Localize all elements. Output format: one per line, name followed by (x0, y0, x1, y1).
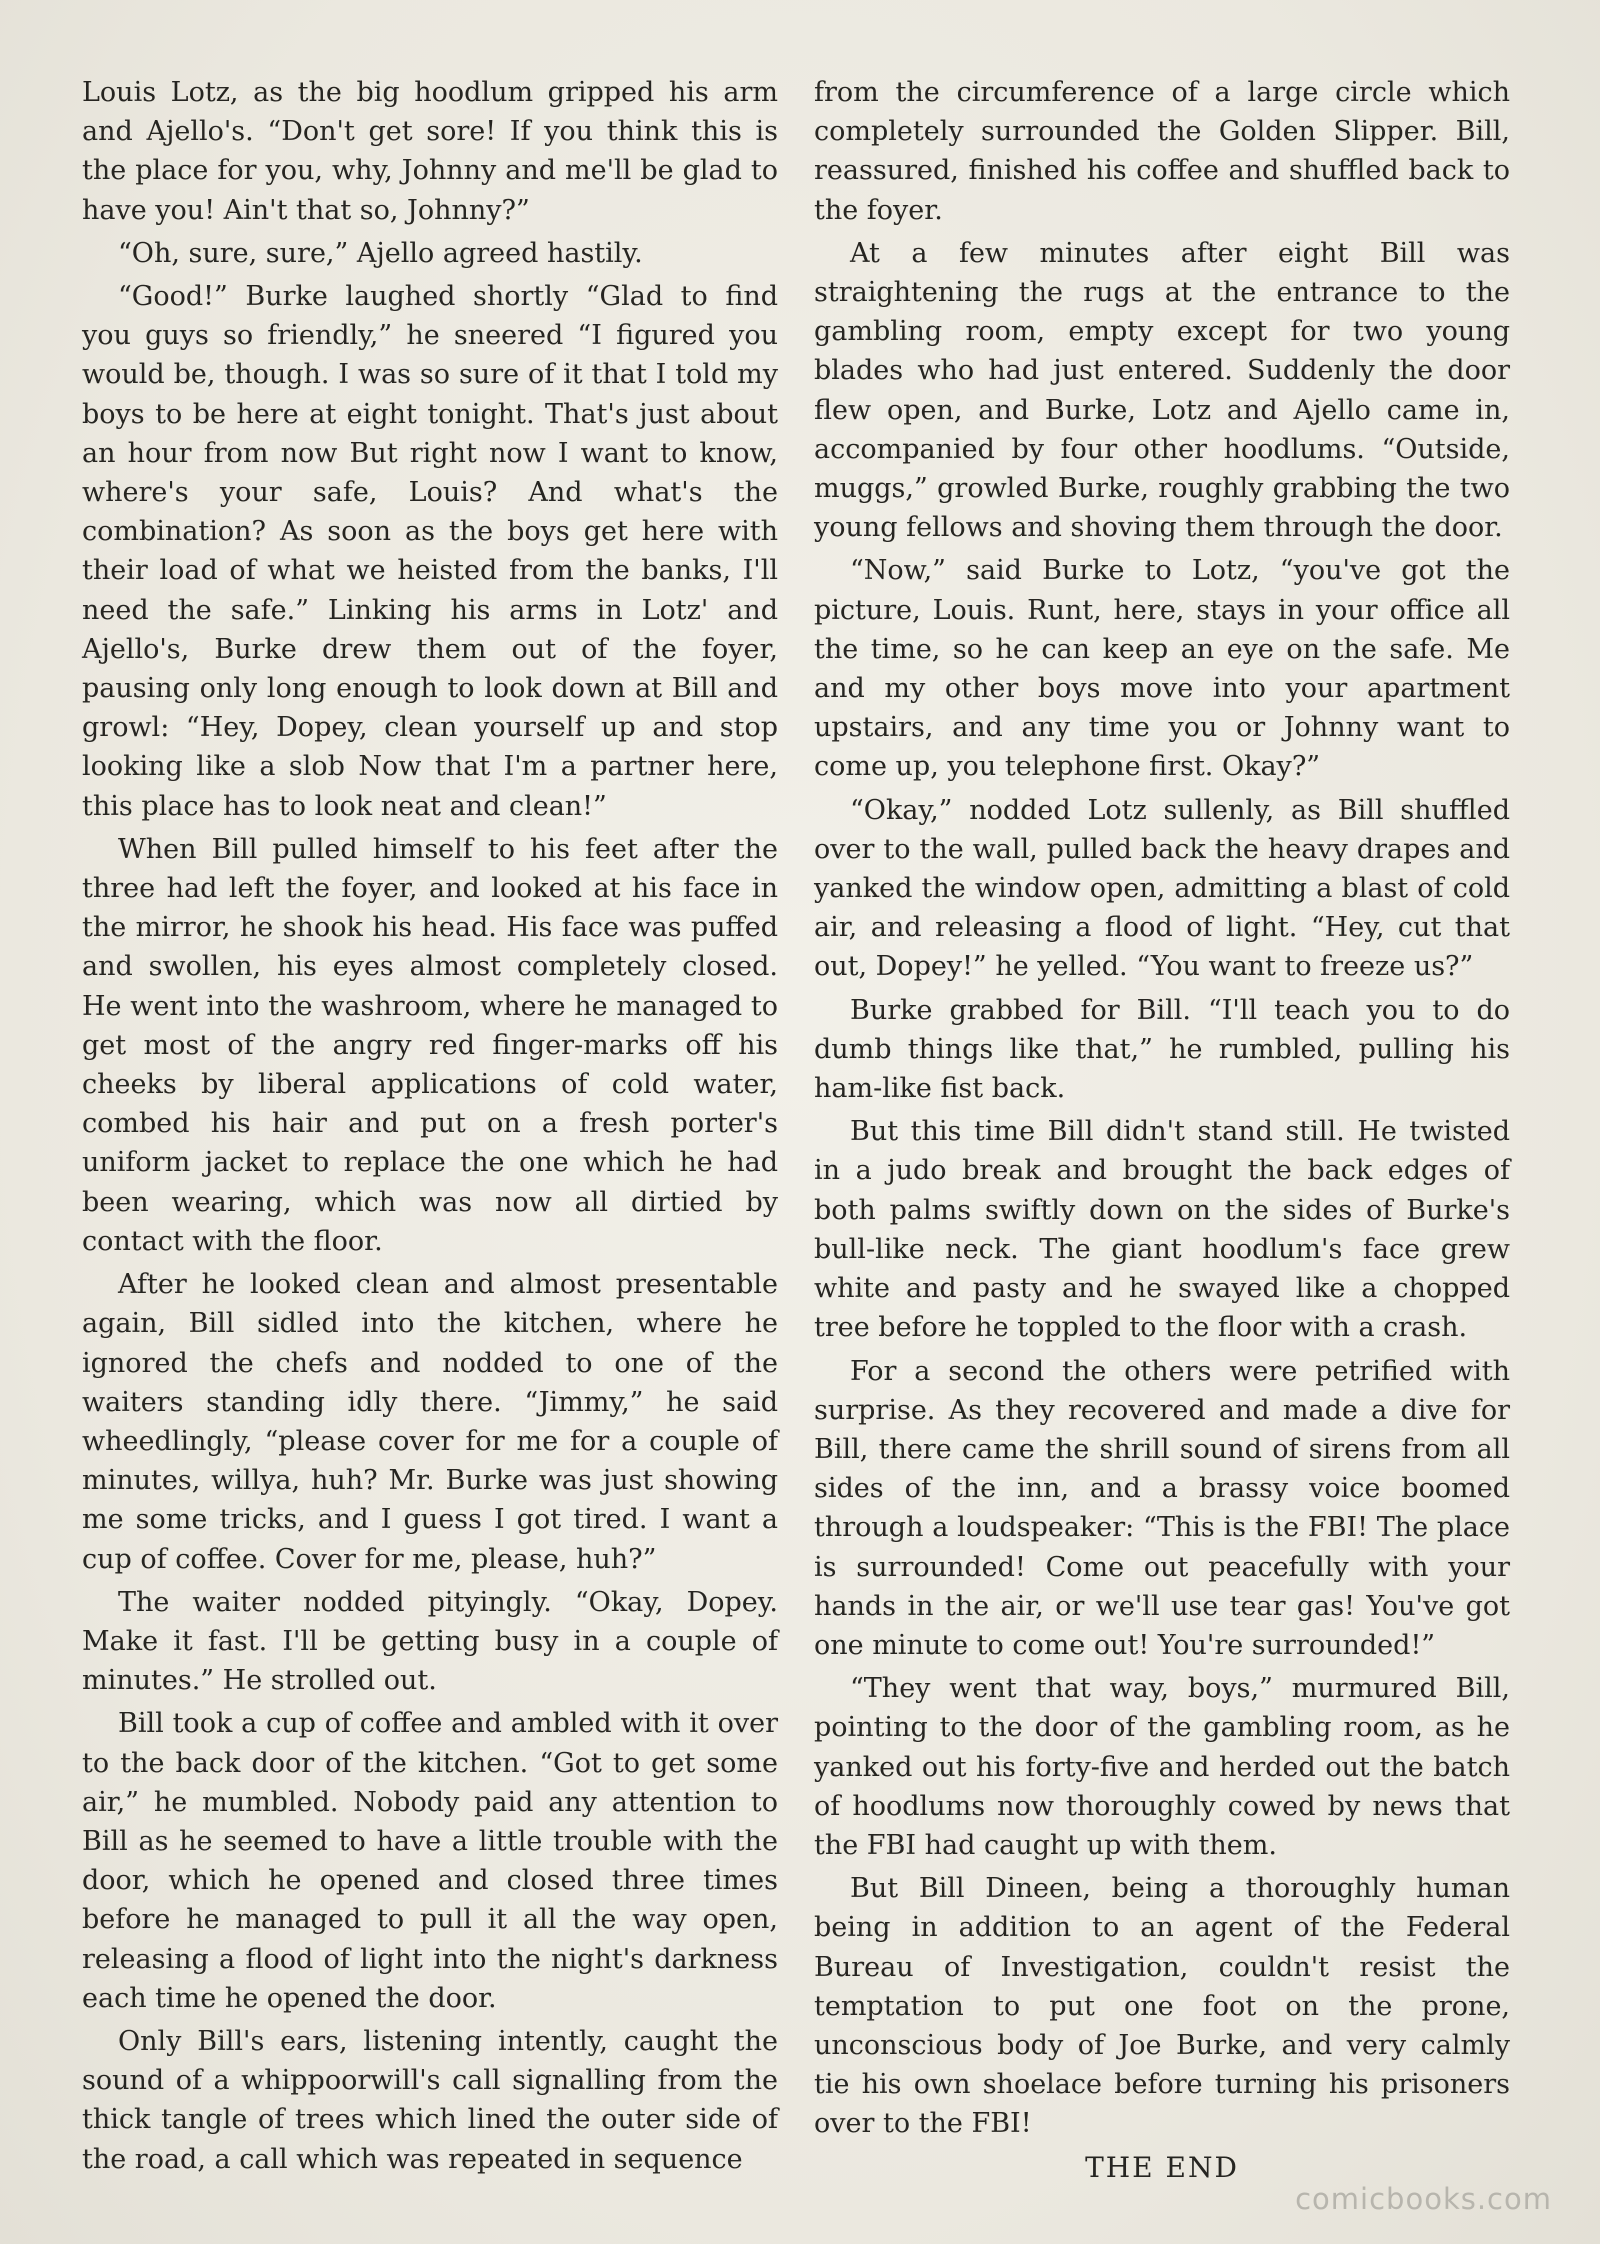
paragraph: Bill took a cup of coffee and ambled with it over to the back door of the kitchen. “Got to get some air,” he mumbled. Nobody paid any attention to Bill as he seemed to have a little trouble with the door, which he opened and closed three times before he managed to pull it all the way open, releasing a flood of light into the night's darkness each time he opened the door. (82, 1708, 778, 2014)
paragraph: After he looked clean and almost presentable again, Bill sidled into the kitchen, where he ignored the chefs and nodded to one of the waiters standing idly there. “Jimmy,” he said wheedlingly, “please cover for me for a couple of minutes, willya, huh? Mr. Burke was just showing me some tricks, and I guess I got tired. I want a cup of coffee. Cover for me, please, huh?” (82, 1269, 778, 1575)
paragraph: The waiter nodded pityingly. “Okay, Dopey. Make it fast. I'll be getting busy in a couple of minutes.” He strolled out. (82, 1586, 778, 1697)
paragraph: “Okay,” nodded Lotz sullenly, as Bill shuffled over to the wall, pulled back the heavy drapes and yanked the window open, admitting a blast of cold air, and releasing a flood of light. “Hey, cut that out, Dopey!” he yelled. “You want to freeze us?” (814, 794, 1510, 983)
the-end-heading: THE END (1085, 2150, 1239, 2184)
watermark: comicbooks.com (1295, 2182, 1552, 2216)
paragraph: “Now,” said Burke to Lotz, “you've got the picture, Louis. Runt, here, stays in your office all the time, so he can keep an eye on the safe. Me and my other boys move into your apartment upstairs, and any time you or Johnny want to come up, you telephone first. Okay?” (814, 555, 1510, 783)
paragraph: But Bill Dineen, being a thoroughly human being in addition to an agent of the Federal Bureau of Investigation, couldn't resist the temptation to put one foot on the prone, unconscious body of Joe Burke, and very calmly tie his own shoelace before turning his prisoners over to the FBI! (814, 1873, 1510, 2140)
paragraph: “Oh, sure, sure,” Ajello agreed hastily. (118, 237, 643, 269)
paragraph: But this time Bill didn't stand still. He twisted in a judo break and brought the back edges of both palms swiftly down on the sides of Burke's bull-like neck. The giant hoodlum's face grew white and pasty and he swayed like a chopped tree before he toppled to the floor with a crash. (814, 1116, 1510, 1344)
paragraph: Burke grabbed for Bill. “I'll teach you to do dumb things like that,” he rumbled, pulling his ham-like fist back. (814, 994, 1510, 1105)
left-column (82, 73, 778, 2183)
paragraph: from the circumference of a large circle which completely surrounded the Golden Slipper. Bill, reassured, finished his coffee and shuffled back to the foyer. (814, 77, 1510, 226)
paragraph: At a few minutes after eight Bill was straightening the rugs at the entrance to the gambling room, empty except for two young blades who had just entered. Suddenly the door flew open, and Burke, Lotz and Ajello came in, accompanied by four other hoodlums. “Outside, muggs,” growled Burke, roughly grabbing the two young fellows and shoving them through the door. (814, 237, 1510, 544)
paragraph: When Bill pulled himself to his feet after the three had left the foyer, and looked at his face in the mirror, he shook his head. His face was puffed and swollen, his eyes almost completely closed. He went into the washroom, where he managed to get most of the angry red finger-marks off his cheeks by liberal applications of cold water, combed his hair and put on a fresh porter's uniform jacket to replace the one which he had been wearing, which was now all dirtied by contact with the floor. (82, 833, 778, 1257)
paragraph: Louis Lotz, as the big hoodlum gripped his arm and Ajello's. “Don't get sore! If you think this is the place for you, why, Johnny and me'll be glad to have you! Ain't that so, Johnny?” (82, 77, 778, 226)
paragraph: “Good!” Burke laughed shortly “Glad to find you guys so friendly,” he sneered “I figured you would be, though. I was so sure of it that I told my boys to be here at eight tonight. That's just about an hour from now But right now I want to know, where's your safe, Louis? And what's the combination? As soon as the boys get here with their load of what we heisted from the banks, I'll need the safe.” Linking his arms in Lotz' and Ajello's, Burke drew them out of the foyer, pausing only long enough to look down at Bill and growl: “Hey, Dopey, clean yourself up and stop looking like a slob Now that I'm a partner here, this place has to look neat and clean!” (82, 281, 778, 822)
paragraph: “They went that way, boys,” murmured Bill, pointing to the door of the gambling room, as he yanked out his forty-five and herded out the batch of hoodlums now thoroughly cowed by news that the FBI had caught up with them. (814, 1673, 1510, 1861)
right-column (814, 73, 1510, 2187)
paragraph: Only Bill's ears, listening intently, caught the sound of a whippoorwill's call signalling from the thick tangle of trees which lined the outer side of the road, a call which was repeated in sequence (82, 2025, 778, 2175)
paragraph: For a second the others were petrified with surprise. As they recovered and made a dive for Bill, there came the shrill sound of sirens from all sides of the inn, and a brassy voice boomed through a loudspeaker: “This is the FBI! The place is surrounded! Come out peacefully with your hands in the air, or we'll use tear gas! You've got one minute to come out! You're surrounded!” (814, 1355, 1510, 1661)
